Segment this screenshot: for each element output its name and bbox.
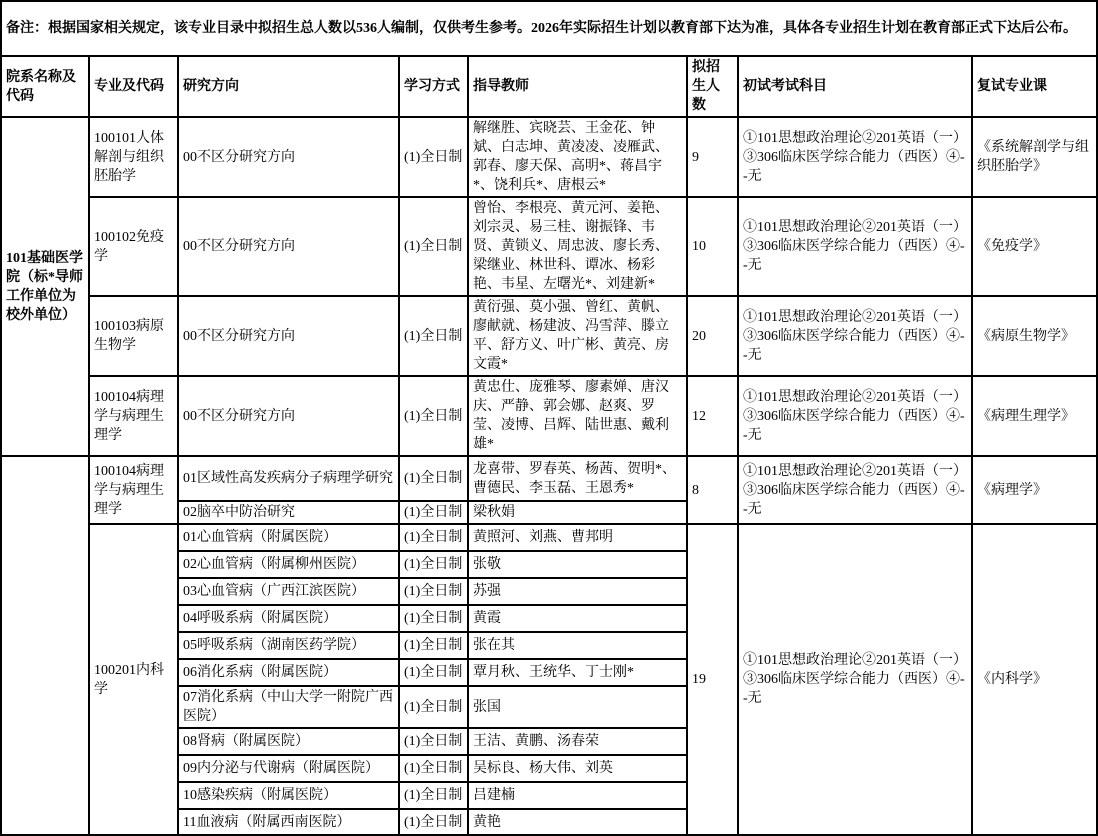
advisors-cell: 龙喜带、罗春英、杨茜、贺明*、曹德民、李玉磊、王恩秀* <box>468 456 687 501</box>
exam-cell: ①101思想政治理论②201英语（一）③306临床医学综合能力（西医）④--无 <box>738 456 972 524</box>
header-quota: 拟招生人数 <box>687 56 738 117</box>
exam-cell: ①101思想政治理论②201英语（一）③306临床医学综合能力（西医）④--无 <box>738 376 972 456</box>
study-mode-cell: (1)全日制 <box>399 605 468 632</box>
direction-cell: 00不区分研究方向 <box>178 296 399 376</box>
study-mode-cell: (1)全日制 <box>399 782 468 809</box>
advisors-cell: 梁秋娟 <box>468 501 687 524</box>
major-cell: 100201内科学 <box>89 524 178 835</box>
advisors-cell: 张敬 <box>468 551 687 578</box>
study-mode-cell: (1)全日制 <box>399 376 468 456</box>
advisors-cell: 黄衍强、莫小强、曾红、黄帆、廖献就、杨建波、冯雪萍、滕立平、舒方义、叶广彬、黄亮、房文霞* <box>468 296 687 376</box>
major-cell: 100101人体解剖与组织胚胎学 <box>89 117 178 197</box>
study-mode-cell: (1)全日制 <box>399 456 468 501</box>
table-row <box>1 456 1097 501</box>
study-mode-cell: (1)全日制 <box>399 197 468 296</box>
retest-cell: 《系统解剖学与组织胚胎学》 <box>972 117 1097 197</box>
advisors-cell: 黄忠仕、庞雅琴、廖素婵、唐汉庆、严静、郭会娜、赵爽、罗莹、凌博、吕辉、陆世惠、戴利雄* <box>468 376 687 456</box>
direction-cell: 06消化系病（附属医院） <box>178 659 399 686</box>
header-major: 专业及代码 <box>89 56 178 117</box>
exam-cell: ①101思想政治理论②201英语（一）③306临床医学综合能力（西医）④--无 <box>738 524 972 835</box>
table-row <box>1 524 1097 551</box>
header-row <box>1 56 1097 117</box>
header-initial-exam: 初试考试科目 <box>738 56 972 117</box>
advisors-cell: 覃月秋、王统华、丁士刚* <box>468 659 687 686</box>
study-mode-cell: (1)全日制 <box>399 501 468 524</box>
retest-cell: 《免疫学》 <box>972 197 1097 296</box>
retest-cell: 《内科学》 <box>972 524 1097 835</box>
study-mode-cell: (1)全日制 <box>399 117 468 197</box>
header-study-mode: 学习方式 <box>399 56 468 117</box>
direction-cell: 04呼吸系病（附属医院） <box>178 605 399 632</box>
quota-cell: 12 <box>687 376 738 456</box>
exam-cell: ①101思想政治理论②201英语（一）③306临床医学综合能力（西医）④--无 <box>738 296 972 376</box>
header-retest-course: 复试专业课 <box>972 56 1097 117</box>
quota-cell: 8 <box>687 456 738 524</box>
quota-cell: 10 <box>687 197 738 296</box>
study-mode-cell: (1)全日制 <box>399 659 468 686</box>
table-row <box>1 296 1097 376</box>
direction-cell: 00不区分研究方向 <box>178 197 399 296</box>
major-cell: 100104病理学与病理生理学 <box>89 376 178 456</box>
direction-cell: 10感染疾病（附属医院） <box>178 782 399 809</box>
exam-cell: ①101思想政治理论②201英语（一）③306临床医学综合能力（西医）④--无 <box>738 117 972 197</box>
note-row <box>1 1 1097 56</box>
direction-cell: 01心血管病（附属医院） <box>178 524 399 551</box>
advisors-cell: 苏强 <box>468 578 687 605</box>
advisors-cell: 曾怡、李根亮、黄元河、姜艳、刘宗灵、易三桂、谢振锋、韦贤、黄锁义、周忠波、廖长秀、梁继业、林世科、谭冰、杨彩艳、韦星、左曙光*、刘建新* <box>468 197 687 296</box>
table-row <box>1 376 1097 456</box>
study-mode-cell: (1)全日制 <box>399 809 468 835</box>
direction-cell: 02心血管病（附属柳州医院） <box>178 551 399 578</box>
header-direction: 研究方向 <box>178 56 399 117</box>
advisors-cell: 黄霞 <box>468 605 687 632</box>
study-mode-cell: (1)全日制 <box>399 296 468 376</box>
advisors-cell: 吕建楠 <box>468 782 687 809</box>
exam-cell: ①101思想政治理论②201英语（一）③306临床医学综合能力（西医）④--无 <box>738 197 972 296</box>
study-mode-cell: (1)全日制 <box>399 551 468 578</box>
direction-cell: 03心血管病（广西江滨医院） <box>178 578 399 605</box>
study-mode-cell: (1)全日制 <box>399 686 468 728</box>
study-mode-cell: (1)全日制 <box>399 578 468 605</box>
direction-cell: 00不区分研究方向 <box>178 117 399 197</box>
major-cell: 100103病原生物学 <box>89 296 178 376</box>
advisors-cell: 王洁、黄鹏、汤春荣 <box>468 728 687 755</box>
direction-cell: 08肾病（附属医院） <box>178 728 399 755</box>
major-cell: 100104病理学与病理生理学 <box>89 456 178 524</box>
direction-cell: 02脑卒中防治研究 <box>178 501 399 524</box>
quota-cell: 20 <box>687 296 738 376</box>
quota-cell: 9 <box>687 117 738 197</box>
retest-cell: 《病原生物学》 <box>972 296 1097 376</box>
quota-cell: 19 <box>687 524 738 835</box>
major-cell: 100102免疫学 <box>89 197 178 296</box>
header-advisors: 指导教师 <box>468 56 687 117</box>
table-row <box>1 117 1097 197</box>
direction-cell: 05呼吸系病（湖南医药学院） <box>178 632 399 659</box>
department-cell <box>1 456 89 835</box>
table-row <box>1 197 1097 296</box>
study-mode-cell: (1)全日制 <box>399 755 468 782</box>
direction-cell: 01区域性高发疾病分子病理学研究 <box>178 456 399 501</box>
header-department: 院系名称及代码 <box>1 56 89 117</box>
advisors-cell: 张国 <box>468 686 687 728</box>
direction-cell: 07消化系病（中山大学一附院广西医院） <box>178 686 399 728</box>
retest-cell: 《病理生理学》 <box>972 376 1097 456</box>
direction-cell: 11血液病（附属西南医院） <box>178 809 399 835</box>
advisors-cell: 解继胜、宾晓芸、王金花、钟斌、白志坤、黄凌凌、凌雁武、郭春、廖天保、高明*、蒋昌宇*、饶利兵*、唐根云* <box>468 117 687 197</box>
advisors-cell: 黄照河、刘燕、曹邦明 <box>468 524 687 551</box>
retest-cell: 《病理学》 <box>972 456 1097 524</box>
note-text: 备注：根据国家相关规定，该专业目录中拟招生总人数以536人编制，仅供考生参考。2026年实际招生计划以教育部下达为准，具体各专业招生计划在教育部正式下达后公布。 <box>1 1 1097 56</box>
advisors-cell: 黄艳 <box>468 809 687 835</box>
department-cell: 101基础医学院（标*导师工作单位为校外单位） <box>1 117 89 456</box>
study-mode-cell: (1)全日制 <box>399 524 468 551</box>
study-mode-cell: (1)全日制 <box>399 632 468 659</box>
direction-cell: 00不区分研究方向 <box>178 376 399 456</box>
study-mode-cell: (1)全日制 <box>399 728 468 755</box>
advisors-cell: 张在其 <box>468 632 687 659</box>
direction-cell: 09内分泌与代谢病（附属医院） <box>178 755 399 782</box>
advisors-cell: 吴标良、杨大伟、刘英 <box>468 755 687 782</box>
